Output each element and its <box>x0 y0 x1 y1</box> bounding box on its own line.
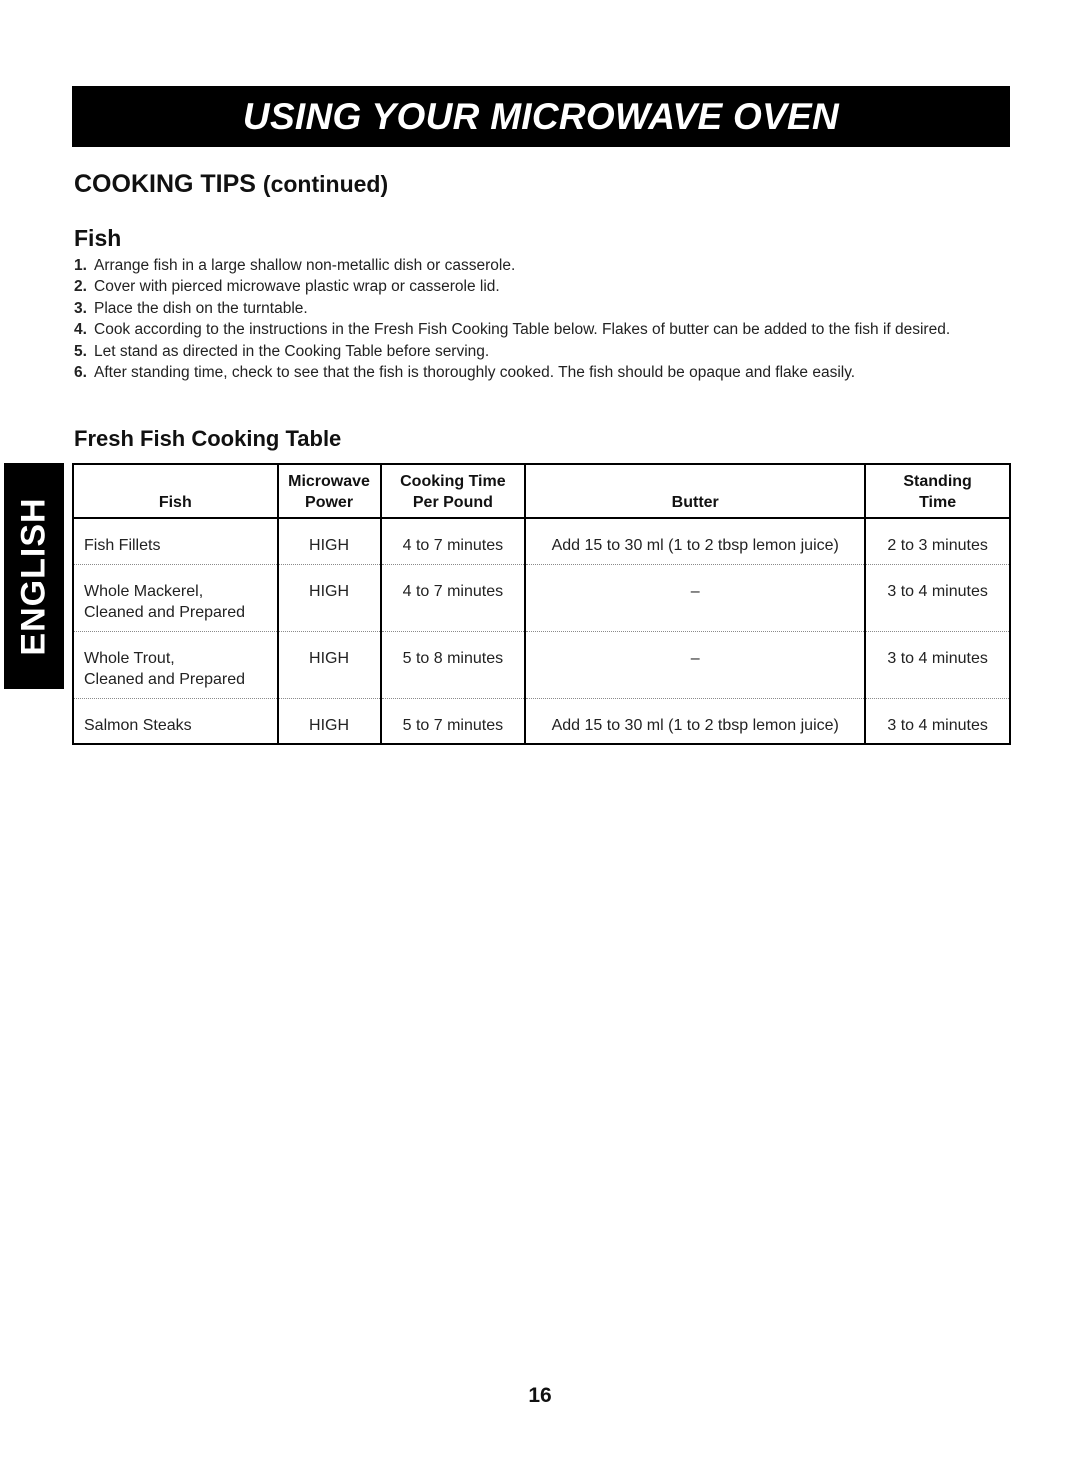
cell-cooking-time: 4 to 7 minutes <box>381 564 526 631</box>
section-title <box>74 170 388 199</box>
step-number: 3. <box>74 299 87 317</box>
header-power <box>278 464 381 518</box>
cell-butter: – <box>525 564 865 631</box>
step-text: Cook according to the instructions in the Fresh Fish Cooking Table below. Flakes of butter can be added to the fish if desired. <box>94 321 951 339</box>
header-power-line1: Microwave <box>288 473 370 490</box>
table-header-row <box>73 464 1010 518</box>
section-title-main: COOKING TIPS <box>74 170 256 198</box>
cell-fish <box>73 564 278 631</box>
step-number: 5. <box>74 342 87 360</box>
header-standing <box>865 464 1010 518</box>
fish-name-line1: Fish Fillets <box>84 537 161 554</box>
section-title-subtitle: (continued) <box>262 171 389 197</box>
cell-standing-time: 3 to 4 minutes <box>865 698 1010 744</box>
step-text: After standing time, check to see that the fish is thoroughly cooked. The fish should be opaque and flake easily. <box>94 364 856 382</box>
banner-title: USING YOUR MICROWAVE OVEN <box>242 95 840 137</box>
cell-power: HIGH <box>278 518 381 564</box>
table-row <box>73 564 1010 631</box>
page-number: 16 <box>528 1384 552 1407</box>
header-standing-line2: Time <box>919 494 957 511</box>
step-item <box>74 255 1004 276</box>
cell-standing-time: 3 to 4 minutes <box>865 564 1010 631</box>
language-tab <box>4 463 64 689</box>
step-text: Arrange fish in a large shallow non-metallic dish or casserole. <box>94 257 516 274</box>
step-item <box>74 276 1004 297</box>
cell-cooking-time: 5 to 7 minutes <box>381 698 526 744</box>
table-row <box>73 698 1010 744</box>
step-text: Let stand as directed in the Cooking Table before serving. <box>94 342 490 360</box>
header-butter <box>525 464 865 518</box>
cell-cooking-time: 5 to 8 minutes <box>381 631 526 698</box>
step-text: Cover with pierced microwave plastic wrap or casserole lid. <box>94 278 500 296</box>
fish-cooking-table <box>72 463 1011 745</box>
fish-name-line1: Salmon Steaks <box>84 716 192 734</box>
cell-fish <box>73 698 278 744</box>
cell-standing-time: 3 to 4 minutes <box>865 631 1010 698</box>
page-banner <box>72 86 1010 147</box>
cell-fish <box>73 518 278 564</box>
cell-butter: Add 15 to 30 ml (1 to 2 tbsp lemon juice) <box>525 518 865 564</box>
header-time-line1: Cooking Time <box>400 473 506 490</box>
table-title: Fresh Fish Cooking Table <box>74 426 342 451</box>
fish-name-line1: Whole Mackerel, <box>84 582 204 600</box>
step-number: 2. <box>74 278 87 296</box>
step-text: Place the dish on the turntable. <box>94 299 308 317</box>
cell-power: HIGH <box>278 564 381 631</box>
fish-name-line1: Whole Trout, <box>84 649 175 667</box>
cell-butter: – <box>525 631 865 698</box>
step-item <box>74 341 1004 362</box>
language-tab-label: ENGLISH <box>14 496 53 656</box>
fish-name-line2: Cleaned and Prepared <box>84 604 246 621</box>
cell-power: HIGH <box>278 631 381 698</box>
cell-cooking-time: 4 to 7 minutes <box>381 518 526 564</box>
table-row <box>73 518 1010 564</box>
header-time-line2: Per Pound <box>412 494 493 511</box>
step-item <box>74 319 1004 340</box>
table-row <box>73 631 1010 698</box>
step-number: 1. <box>74 257 87 274</box>
step-item <box>74 298 1004 319</box>
header-power-line2: Power <box>305 494 354 511</box>
header-fish-label: Fish <box>158 494 192 511</box>
header-standing-line1: Standing <box>903 473 972 490</box>
header-time <box>381 464 526 518</box>
fish-name-line2: Cleaned and Prepared <box>84 671 246 688</box>
fish-heading: Fish <box>74 225 122 251</box>
header-butter-label: Butter <box>671 494 719 511</box>
cell-butter: Add 15 to 30 ml (1 to 2 tbsp lemon juice) <box>525 698 865 744</box>
header-fish <box>73 464 278 518</box>
cell-fish <box>73 631 278 698</box>
fish-steps-list <box>74 255 1004 383</box>
step-number: 6. <box>74 364 87 382</box>
cell-power: HIGH <box>278 698 381 744</box>
step-item <box>74 362 1004 383</box>
cell-standing-time: 2 to 3 minutes <box>865 518 1010 564</box>
step-number: 4. <box>74 321 87 339</box>
